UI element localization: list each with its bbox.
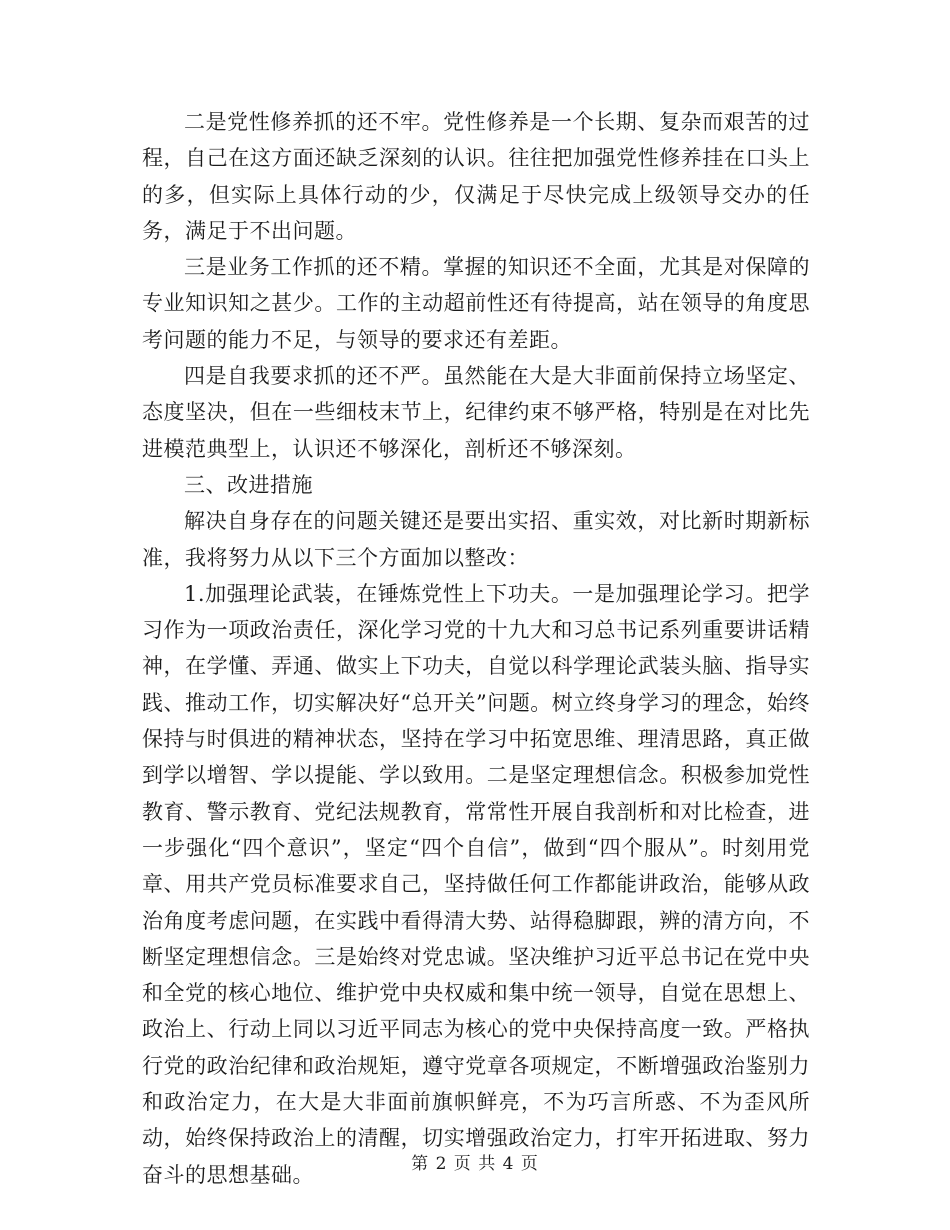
document-body — [142, 104, 810, 1193]
paragraph-self-discipline: 四是自我要求抓的还不严。虽然能在大是大非面前保持立场坚定、态度坚决，但在一些细枝末节上，纪律约束不够严格，特别是在对比先进模范典型上，认识还不够深化，剖析还不够深刻。 — [142, 364, 810, 461]
paragraph-theory-study: 1.加强理论武装，在锤炼党性上下功夫。一是加强理论学习。把学习作为一项政治责任，深化学习党的十九大和习总书记系列重要讲话精神，在学懂、弄通、做实上下功夫，自觉以科学理论武装头脑、指导实践、推动工作，切实解决好“总开关”问题。树立终身学习的理念，始终保持与时俱进的精神状态，坚持在学习中拓宽思维、理清思路，真正做到学以增智、学以提能、学以致用。二是坚定理想信念。积极参加党性教育、警示教育、党纪法规教育，常常性开展自我剖析和对比检查，进一步强化“四个意识”，坚定“四个自信”，做到“四个服从”。时刻用党章、用共产党员标准要求自己，坚持做任何工作都能讲政治，能够从政治角度考虑问题，在实践中看得清大势、站得稳脚跟，辨的清方向，不断坚定理想信念。三是始终对党忠诚。坚决维护习近平总书记在党中央和全党的核心地位、维护党中央权威和集中统一领导，自觉在思想上、政治上、行动上同以习近平同志为核心的党中央保持高度一致。严格执行党的政治纪律和政治规矩，遵守党章各项规定，不断增强政治鉴别力和政治定力，在大是大非面前旗帜鲜亮，不为巧言所惑、不为歪风所动，始终保持政治上的清醒，切实增强政治定力，打牢开拓进取、努力奋斗的思想基础。 — [142, 581, 810, 1187]
paragraph-party-spirit: 二是党性修养抓的还不牢。党性修养是一个长期、复杂而艰苦的过程，自己在这方面还缺乏深刻的认识。往往把加强党性修养挂在口头上的多，但实际上具体行动的少，仅满足于尽快完成上级领导交办的任务，满足于不出问题。 — [142, 110, 810, 243]
paragraph-business-work: 三是业务工作抓的还不精。掌握的知识还不全面，尤其是对保障的专业知识知之甚少。工作的主动超前性还有待提高，站在领导的角度思考问题的能力不足，与领导的要求还有差距。 — [142, 255, 810, 352]
paragraph-improvement-intro: 解决自身存在的问题关键还是要出实招、重实效，对比新时期新标准，我将努力从以下三个方面加以整改： — [142, 509, 810, 570]
page-number-footer: 第 2 页 共 4 页 — [411, 1154, 539, 1174]
section-heading-improvement: 三、改进措施 — [184, 472, 313, 497]
